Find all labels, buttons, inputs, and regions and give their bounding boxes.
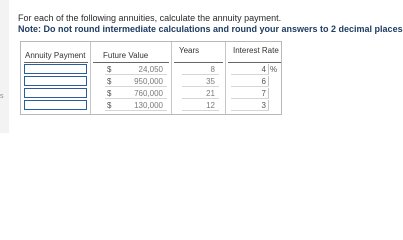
future-value-cell: 24,050 xyxy=(138,65,163,74)
cell-underline xyxy=(182,74,219,75)
annuity-payment-input[interactable] xyxy=(24,64,87,74)
instruction-text: For each of the following annuities, calculate the annuity payment. xyxy=(18,13,282,23)
years-cell: 21 xyxy=(206,89,215,98)
left-edge-marker: s xyxy=(0,93,4,100)
cell-underline xyxy=(231,74,269,75)
header-interest-rate: Interest Rate xyxy=(233,46,279,55)
annuity-payment-input[interactable] xyxy=(24,88,87,98)
years-cell: 8 xyxy=(210,65,215,74)
currency-symbol: $ xyxy=(107,65,112,74)
cell-underline xyxy=(105,86,167,87)
future-value-cell: 760,000 xyxy=(134,89,163,98)
years-cell: 12 xyxy=(206,101,215,110)
interest-rate-cell: 7 xyxy=(261,89,266,98)
header-underline xyxy=(93,62,169,63)
interest-rate-cell: 4 xyxy=(261,65,266,74)
header-future-value: Future Value xyxy=(103,51,149,60)
cell-underline xyxy=(231,86,269,87)
cell-underline xyxy=(231,98,269,99)
currency-symbol: $ xyxy=(107,89,112,98)
header-annuity-payment: Annuity Payment xyxy=(25,51,86,60)
cell-underline xyxy=(231,110,269,111)
future-value-cell: 950,000 xyxy=(134,77,163,86)
percent-unit: % xyxy=(270,65,278,74)
cell-underline xyxy=(105,110,167,111)
annuity-payment-input[interactable] xyxy=(24,76,87,86)
annuity-payment-input[interactable] xyxy=(24,100,87,110)
header-underline xyxy=(24,62,88,63)
note-text: Note: Do not round intermediate calculations and round your answers to 2 decimal places xyxy=(18,24,403,34)
table-row xyxy=(21,88,281,99)
header-years: Years xyxy=(179,46,200,55)
left-edge-strip xyxy=(0,0,9,133)
header-underline xyxy=(228,62,281,63)
header-underline xyxy=(174,62,223,63)
percent-unit xyxy=(270,88,280,99)
percent-unit xyxy=(270,100,280,111)
cell-underline xyxy=(105,74,167,75)
table-row xyxy=(21,64,281,75)
cell-underline xyxy=(182,86,219,87)
percent-unit xyxy=(270,76,280,87)
years-cell: 35 xyxy=(206,77,215,86)
cell-underline xyxy=(182,98,219,99)
interest-rate-cell: 6 xyxy=(261,77,266,86)
interest-rate-cell: 3 xyxy=(261,101,266,110)
table-row xyxy=(21,76,281,87)
currency-symbol: $ xyxy=(107,101,112,110)
currency-symbol: $ xyxy=(107,77,112,86)
table-row xyxy=(21,100,281,111)
annuity-table xyxy=(20,41,282,115)
future-value-cell: 130,000 xyxy=(134,101,163,110)
cell-underline xyxy=(105,98,167,99)
cell-underline xyxy=(182,110,219,111)
